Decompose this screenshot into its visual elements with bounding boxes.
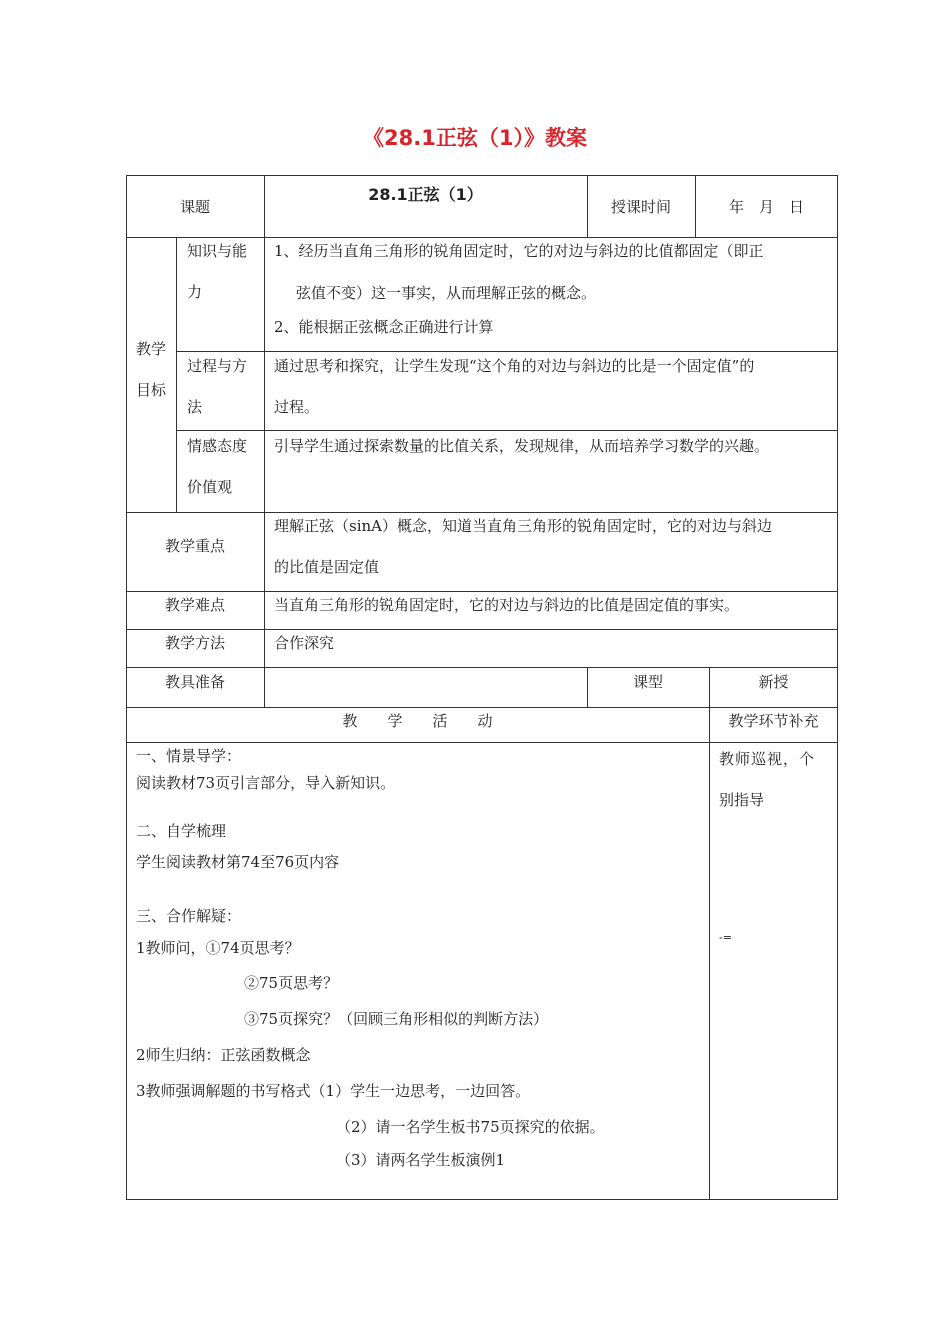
- difficulties-label: 教学难点: [164, 596, 225, 614]
- column-divider: [709, 667, 710, 1200]
- column-divider: [176, 237, 177, 512]
- knowledge-text: 2、能根据正弦概念正确进行计算: [274, 318, 494, 336]
- row-divider: [176, 430, 838, 431]
- method-text: 合作深究: [274, 634, 335, 652]
- process-text: 通过思考和探究，让学生发现“这个角的对边与斜边的比是一个固定值”的: [274, 357, 755, 375]
- method-label: 教学方法: [164, 634, 225, 652]
- activity-line: ②75页思考？: [244, 974, 339, 992]
- knowledge-label: 知识与能: [187, 242, 248, 260]
- row-divider: [126, 667, 838, 668]
- column-divider: [264, 512, 265, 707]
- row-divider: [176, 351, 838, 352]
- activity-line: 阅读教材73页引言部分，导入新知识。: [136, 774, 396, 792]
- time-label: 授课时间: [610, 198, 671, 216]
- activity-header: 教 学 活 动: [342, 712, 493, 730]
- activity-line: 一、情景导学：: [136, 747, 242, 765]
- key-points-text: 理解正弦（sinA）概念，知道当直角三角形的锐角固定时，它的对边与斜边: [274, 517, 772, 535]
- activity-line: 3教师强调解题的书写格式（1）学生一边思考，一边回答。: [136, 1082, 531, 1100]
- process-text: 过程。: [274, 398, 320, 416]
- activity-line: 三、合作解疑：: [136, 907, 242, 925]
- activity-line: 二、自学梳理: [136, 822, 227, 840]
- activity-line: （3）请两名学生板演例1: [336, 1151, 506, 1169]
- row-divider: [126, 707, 838, 708]
- knowledge-text: 弦值不变）这一事实，从而理解正弦的概念。: [296, 284, 597, 302]
- objectives-label: 教学: [135, 340, 166, 358]
- tools-label: 教具准备: [164, 673, 225, 691]
- emotion-label: 价值观: [187, 478, 233, 496]
- emotion-text: 引导学生通过探索数量的比值关系，发现规律，从而培养学习数学的兴趣。: [274, 437, 770, 455]
- column-divider: [264, 237, 265, 512]
- process-label: 过程与方: [187, 357, 248, 375]
- activity-line: 2师生归纳：正弦函数概念: [136, 1046, 311, 1064]
- activity-side-header: 教学环节补充: [728, 712, 819, 730]
- row-divider: [126, 237, 838, 238]
- side-note: 别指导: [719, 791, 765, 809]
- knowledge-text: 1、经历当直角三角形的锐角固定时，它的对边与斜边的比值都固定（即正: [274, 242, 764, 260]
- knowledge-label: 力: [187, 283, 203, 301]
- row-divider: [126, 742, 838, 743]
- time-value: 年 月 日: [728, 198, 804, 216]
- activity-line: 学生阅读教材第74至76页内容: [136, 853, 340, 871]
- side-mark: -=: [719, 931, 732, 944]
- process-label: 法: [187, 398, 203, 416]
- row-divider: [126, 629, 838, 630]
- difficulties-text: 当直角三角形的锐角固定时，它的对边与斜边的比值是固定值的事实。: [274, 596, 740, 614]
- topic-label: 课题: [179, 198, 210, 216]
- row-divider: [126, 591, 838, 592]
- key-points-text: 的比值是固定值: [274, 558, 380, 576]
- lesson-type-value: 新授: [758, 673, 789, 691]
- key-points-label: 教学重点: [164, 537, 225, 555]
- lesson-type-label: 课型: [632, 673, 663, 691]
- activity-line: ③75页探究？（回顾三角形相似的判断方法）: [244, 1010, 549, 1028]
- topic-value: 28.1正弦（1）: [368, 185, 483, 204]
- activity-line: （2）请一名学生板书75页探究的依据。: [336, 1118, 605, 1136]
- document-title: 《28.1正弦（1）》教案: [363, 126, 587, 150]
- side-note: 教师巡视，个: [719, 750, 816, 768]
- emotion-label: 情感态度: [187, 437, 248, 455]
- row-divider: [126, 512, 838, 513]
- objectives-label: 目标: [135, 381, 166, 399]
- activity-line: 1教师问，①74页思考？: [136, 939, 300, 957]
